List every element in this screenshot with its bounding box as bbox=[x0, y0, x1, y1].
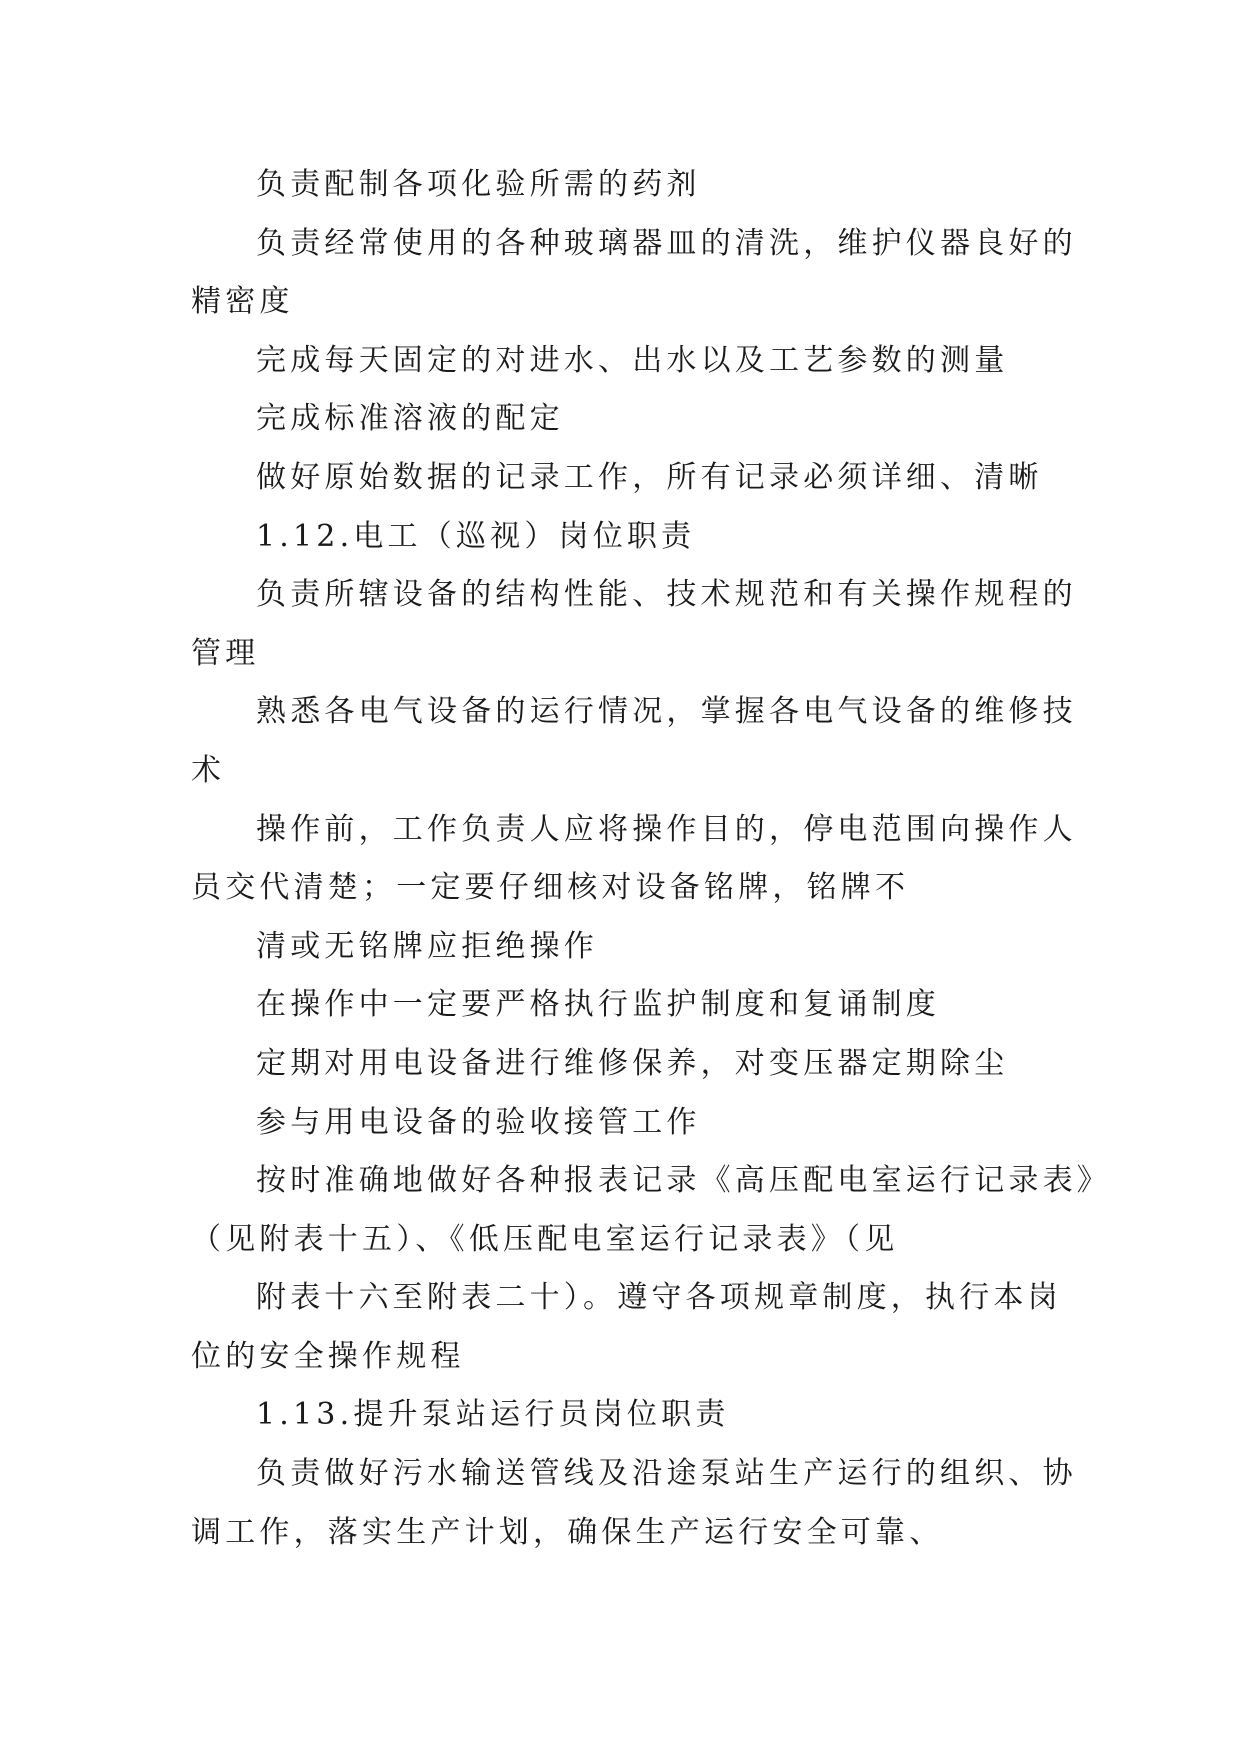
body-line: 负责经常使用的各种玻璃器皿的清洗，维护仪器良好的 bbox=[256, 225, 1077, 261]
body-line: 位的安全操作规程 bbox=[191, 1338, 465, 1374]
body-line: 精密度 bbox=[191, 284, 294, 320]
body-line: 负责所辖设备的结构性能、技术规范和有关操作规程的 bbox=[256, 577, 1077, 613]
body-line: 操作前，工作负责人应将操作目的，停电范围向操作人 bbox=[256, 811, 1077, 847]
document-body bbox=[191, 156, 1111, 1562]
body-line: （见附表十五）、《低压配电室运行记录表》（见 bbox=[191, 1221, 899, 1257]
body-line: 员交代清楚；一定要仔细核对设备铭牌，铭牌不 bbox=[191, 870, 910, 906]
body-line: 定期对用电设备进行维修保养，对变压器定期除尘 bbox=[256, 1045, 1009, 1081]
body-line: 清或无铭牌应拒绝操作 bbox=[256, 928, 598, 964]
section-heading: 1.13.提升泵站运行员岗位职责 bbox=[256, 1397, 730, 1433]
section-heading: 1.12.电工（巡视）岗位职责 bbox=[256, 518, 696, 554]
body-line: 调工作，落实生产计划，确保生产运行安全可靠、 bbox=[191, 1514, 944, 1550]
body-line: 完成标准溶液的配定 bbox=[256, 401, 564, 437]
body-line: 完成每天固定的对进水、出水以及工艺参数的测量 bbox=[256, 342, 1009, 378]
body-line: 按时准确地做好各种报表记录《高压配电室运行记录表》 bbox=[256, 1163, 1111, 1199]
body-line: 做好原始数据的记录工作，所有记录必须详细、清晰 bbox=[256, 459, 1043, 495]
body-line: 术 bbox=[191, 752, 226, 788]
body-line: 管理 bbox=[191, 635, 260, 671]
body-line: 熟悉各电气设备的运行情况，掌握各电气设备的维修技 bbox=[256, 694, 1077, 730]
body-line: 参与用电设备的验收接管工作 bbox=[256, 1104, 701, 1140]
body-line: 负责配制各项化验所需的药剂 bbox=[256, 167, 701, 202]
body-line: 附表十六至附表二十）。遵守各项规章制度，执行本岗 bbox=[256, 1280, 1062, 1316]
body-line: 负责做好污水输送管线及沿途泵站生产运行的组织、协 bbox=[256, 1456, 1077, 1492]
body-line: 在操作中一定要严格执行监护制度和复诵制度 bbox=[256, 987, 940, 1023]
